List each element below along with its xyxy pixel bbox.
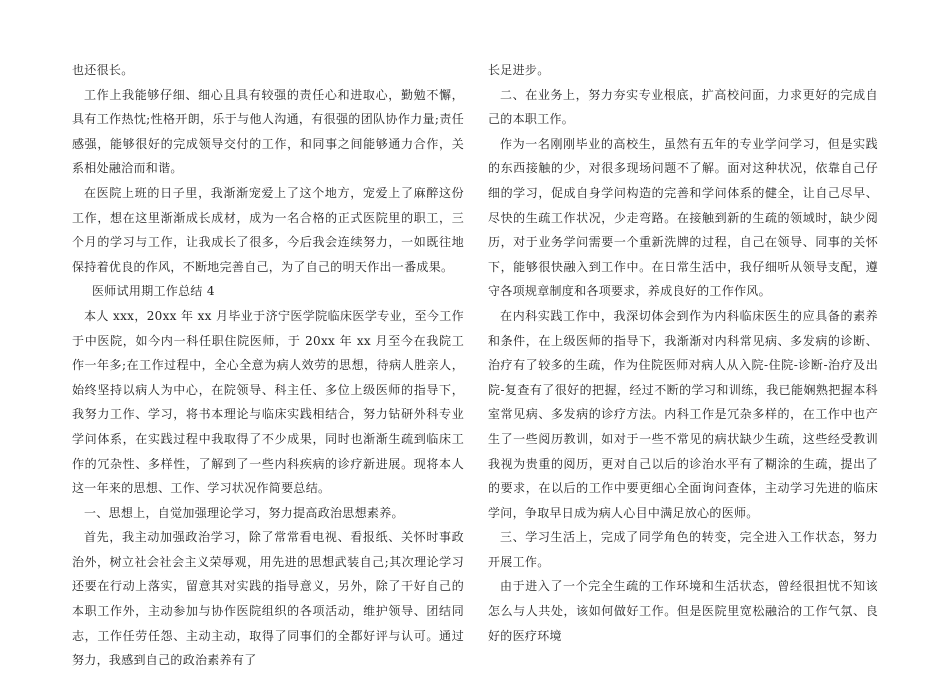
right-text-column: [488, 58, 878, 648]
paragraph: 本人 xxx，20xx 年 xx 月毕业于济宁医学院临床医学专业，至今工作于中医院，如今内一科任职住院医师，于 20xx 年 xx 月至今在我院工作一年多;在工作过程中，全心全意为病人效劳的思想，待病人胜亲人，始终坚持以病人为中心，在院领导、科主任、多位上级医师的指导下，我努力工作、学习，将书本理论与临床实践相结合，努力钻研外科专业学问体系，在实践过程中我取得了不少成果，同时也渐渐生疏到临床工作的冗杂性、多样性，了解到了一些内科疾病的诊疗新进展。现将本人这一年来的思想、工作、学习状况作简要总结。: [72, 308, 464, 496]
paragraph: 也还很长。: [72, 63, 134, 77]
paragraph: 作为一名刚刚毕业的高校生，虽然有五年的专业学问学习，但是实践的东西接触的少，对很多现场问题不了解。面对这种状况，依靠自己仔细的学习，促成自身学问构造的完善和学问体系的健全，让自己尽早、尽快的生疏工作状况，少走弯路。在接触到新的生疏的领域时，缺少阅历，对于业务学问需要一个重新洗牌的过程，自己在领导、同事的关怀下，能够很快融入到工作中。在日常生活中，我仔细听从领导支配，遵守各项规章制度和各项要求，养成良好的工作作风。: [488, 136, 878, 299]
paragraph: 由于进入了一个完全生疏的工作环境和生活状态，曾经很担忧不知该怎么与人共处，该如何做好工作。但是医院里宽松融洽的工作气氛、良好的医疗环境: [488, 579, 878, 643]
paragraph: 二、在业务上，努力夯实专业根底，扩高校问面，力求更好的完成自己的本职工作。: [488, 87, 878, 127]
left-text-column: [72, 58, 464, 673]
paragraph: 在医院上班的日子里，我渐渐宠爱上了这个地方，宠爱上了麻醉这份工作，想在这里渐渐成长成材，成为一名合格的正式医院里的职工，三个月的学习与工作，让我成长了很多，今后我会连续努力，一如既往地保持着优良的作风，不断地完善自己，为了自己的明天作出一番成果。: [72, 185, 464, 274]
paragraph: 三、学习生活上，完成了同学角色的转变，完全进入工作状态，努力开展工作。: [488, 530, 878, 569]
paragraph: 一、思想上，自觉加强理论学习，努力提高政治思想素养。: [84, 505, 404, 520]
paragraph: 长足进步。: [488, 63, 550, 77]
section-heading: 医师试用期工作总结 4: [92, 284, 215, 299]
paragraph: 首先，我主动加强政治学习，除了常常看电视、看报纸、关怀时事政治外，树立社会社会主义荣辱观，用先进的思想武装自己;其次理论学习还要在行动上落实，留意其对实践的指导意义，另外，除了干好自己的本职工作外，主动参加与协作医院组织的各项活动，维护领导、团结同志，工作任劳任怨、主动主动，取得了同事们的全都好评与认可。通过努力，我感到自己的政治素养有了: [72, 530, 464, 668]
paragraph: 在内科实践工作中，我深切体会到作为内科临床医生的应具备的素养和条件，在上级医师的指导下，我渐渐对内科常见病、多发病的诊断、治疗有了较多的生疏，作为住院医师对病人从入院-住院-诊断-治疗及出院-复查有了很好的把握，经过不断的学习和训练，我已能娴熟把握本科室常见病、多发病的诊疗方法。内科工作是冗杂多样的，在工作中也产生了一些阅历教训，如对于一些不常见的病状缺少生疏，这些经受教训我视为贵重的阅历，更对自己以后的诊治水平有了糊涂的生疏，提出了的要求，在以后的工作中要更细心全面询问查体，主动学习先进的临床学问，争取早日成为病人心目中满足放心的医师。: [488, 308, 878, 520]
paragraph: 工作上我能够仔细、细心且具有较强的责任心和进取心，勤勉不懈，具有工作热忱;性格开朗，乐于与他人沟通，有很强的团队协作力量;责任感强，能够很好的完成领导交付的工作，和同事之间能够通力合作，关系相处融洽而和谐。: [72, 87, 464, 176]
